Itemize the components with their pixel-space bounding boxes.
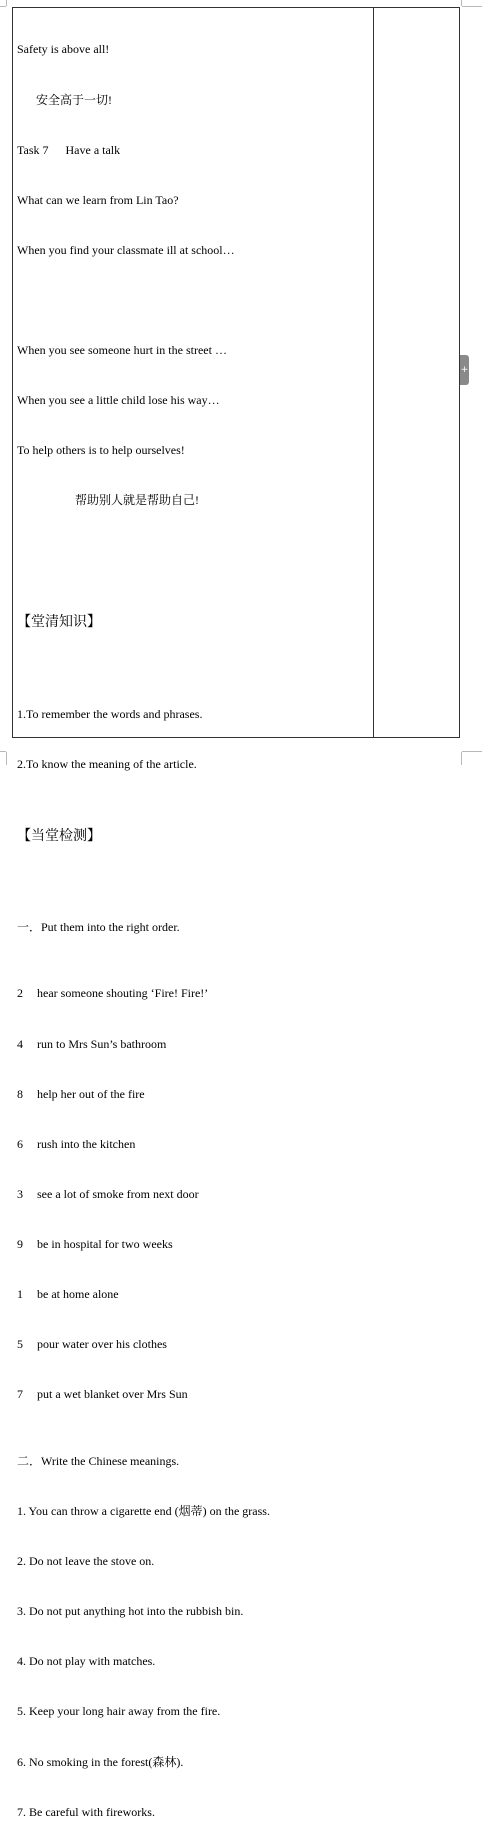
- task-title: Have a talk: [65, 142, 121, 157]
- part-title: 二．Write the Chinese meanings.: [17, 1454, 180, 1468]
- order-item: [17, 1336, 369, 1353]
- section-heading-knowledge: 【堂清知识】: [17, 615, 101, 631]
- order-text: hear someone shouting ‘Fire! Fire!’: [37, 986, 209, 1001]
- order-text: be at home alone: [37, 1287, 119, 1302]
- crop-mark: [462, 6, 482, 7]
- motto-line-cn: 帮助别人就是帮助自己!: [75, 493, 199, 508]
- order-number: 7: [17, 1387, 23, 1402]
- meaning-item: 2. Do not leave the stove on.: [17, 1554, 155, 1569]
- order-number: 2: [17, 986, 23, 1001]
- task-line: [17, 142, 369, 159]
- spacer: [17, 542, 369, 559]
- crop-mark: [461, 0, 462, 6]
- order-text: rush into the kitchen: [37, 1136, 136, 1151]
- order-text: see a lot of smoke from next door: [37, 1186, 199, 1201]
- intro-line-cn: 安全高于一切!: [36, 92, 112, 107]
- column-divider: [373, 7, 374, 738]
- order-text: help her out of the fire: [37, 1086, 145, 1101]
- order-item: [17, 1036, 369, 1053]
- list-item: 2.To know the meaning of the article.: [17, 757, 197, 772]
- order-item: [17, 1386, 369, 1403]
- meaning-item: 3. Do not put anything hot into the rubbish bin.: [17, 1604, 244, 1619]
- expand-tab[interactable]: [460, 355, 469, 385]
- order-text: put a wet blanket over Mrs Sun: [37, 1387, 188, 1402]
- plus-icon: +: [460, 365, 469, 375]
- list-item: 1.To remember the words and phrases.: [17, 706, 203, 721]
- question-line: When you find your classmate ill at school…: [17, 242, 235, 257]
- question-line: When you see someone hurt in the street …: [17, 342, 227, 357]
- crop-mark: [462, 751, 482, 752]
- order-item: [17, 985, 369, 1002]
- order-number: 1: [17, 1287, 23, 1302]
- order-item: [17, 1136, 369, 1153]
- part-title: 一．Put them into the right order.: [17, 919, 180, 934]
- order-number: 4: [17, 1036, 23, 1051]
- order-number: 5: [17, 1337, 23, 1352]
- motto-line: To help others is to help ourselves!: [17, 443, 185, 458]
- task-number: Task 7: [17, 142, 49, 157]
- spacer: [17, 292, 369, 309]
- meaning-item: 7. Be careful with fireworks.: [17, 1804, 155, 1819]
- document-body: [17, 8, 369, 1837]
- section-heading-test: 【当堂检测】: [17, 828, 101, 844]
- order-item: [17, 1086, 369, 1103]
- meaning-item: 1. You can throw a cigarette end (烟蒂) on the grass.: [17, 1504, 270, 1519]
- crop-mark: [6, 0, 7, 6]
- order-number: 3: [17, 1186, 23, 1201]
- crop-mark: [0, 6, 6, 7]
- intro-line: Safety is above all!: [17, 42, 110, 57]
- order-number: 9: [17, 1236, 23, 1251]
- order-item: [17, 1236, 369, 1253]
- order-number: 6: [17, 1136, 23, 1151]
- question-line: When you see a little child lose his way…: [17, 393, 220, 408]
- question-line: What can we learn from Lin Tao?: [17, 192, 179, 207]
- order-text: pour water over his clothes: [37, 1337, 167, 1352]
- crop-mark: [6, 752, 7, 765]
- order-item: [17, 1186, 369, 1203]
- meaning-item: 5. Keep your long hair away from the fire.: [17, 1704, 221, 1719]
- crop-mark: [461, 752, 462, 765]
- order-number: 8: [17, 1086, 23, 1101]
- order-text: run to Mrs Sun’s bathroom: [37, 1036, 167, 1051]
- meaning-item: 4. Do not play with matches.: [17, 1654, 156, 1669]
- order-item: [17, 1286, 369, 1303]
- order-text: be in hospital for two weeks: [37, 1236, 173, 1251]
- meaning-item: 6. No smoking in the forest(森林).: [17, 1754, 184, 1769]
